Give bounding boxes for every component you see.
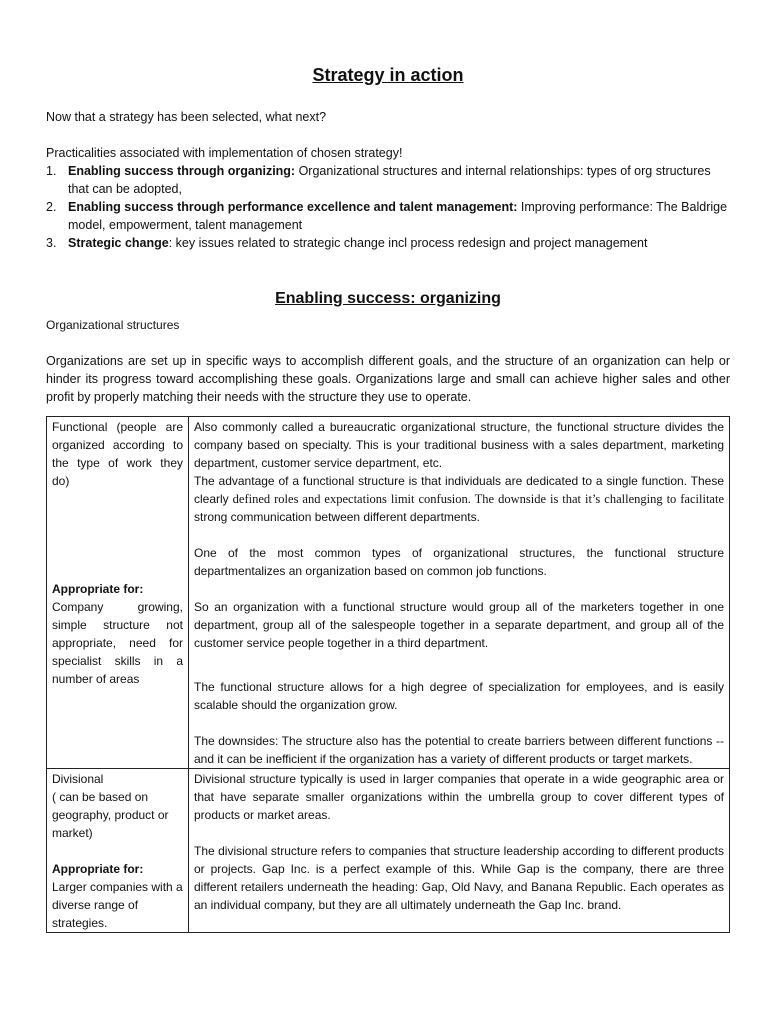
functional-label: Functional (people are organized according to the type of work they do) <box>52 420 183 488</box>
functional-para: The advantage of a functional structure is that individuals are dedicated to a single function. These clearly defined roles and expectations limit confusion. The downside is that it’s challenging to facilitate strong communication between different departments. <box>194 474 724 524</box>
section-heading: Enabling success: organizing <box>275 290 501 307</box>
list-number: 2. <box>46 200 57 214</box>
list-number: 3. <box>46 236 57 250</box>
intro-question: Now that a strategy has been selected, what next? <box>46 110 327 124</box>
section-paragraph: Organizations are set up in specific ways to accomplish different goals, and the structure of an organization can help or hinder its progress toward accomplishing these goals. Organizations large and small can achieve higher sales and other profit by properly matching their needs with the structure they use to operate. <box>46 354 730 404</box>
list-item <box>46 162 730 198</box>
divisional-appropriate-text: Larger companies with a diverse range of strategies. <box>52 880 183 930</box>
list-item <box>46 198 730 234</box>
implementation-list <box>46 162 730 252</box>
functional-para: One of the most common types of organizational structures, the functional structure departmentalizes an organization based on common job functions. <box>194 546 724 578</box>
divisional-description-cell <box>189 769 730 933</box>
divisional-label-cell <box>47 769 189 933</box>
functional-para: So an organization with a functional structure would group all of the marketers together in one department, group all of the salespeople together in a separate department, and group all of the customer service people together in a third department. <box>194 600 724 650</box>
list-item-bold: Enabling success through performance excellence and talent management: <box>68 200 518 214</box>
functional-appropriate-heading: Appropriate for: <box>52 582 144 596</box>
divisional-para: Divisional structure typically is used in larger companies that operate in a wide geographic area or that have separate smaller organizations within the umbrella group to cover different types of products or market areas. <box>194 772 724 822</box>
functional-para: Also commonly called a bureaucratic organizational structure, the functional structure divides the company based on specialty. This is your traditional business with a sales department, marketing department, customer service department, etc. <box>194 420 724 470</box>
list-item-text: Improving performance: The Baldrige model, empowerment, talent management <box>68 200 728 232</box>
functional-para: The downsides: The structure also has the potential to create barriers between different functions -- and it can be inefficient if the organization has a variety of different products or target markets. <box>194 734 724 766</box>
table-row-divisional <box>47 769 730 933</box>
list-item-text: Organizational structures and internal relationships: types of org structures that can be adopted, <box>68 164 711 196</box>
functional-label-cell <box>47 417 189 769</box>
section-subheading: Organizational structures <box>46 318 180 332</box>
functional-appropriate-text: Company growing, simple structure not appropriate, need for specialist skills in a number of areas <box>52 600 183 686</box>
divisional-label-note: ( can be based on geography, product or market) <box>52 790 169 840</box>
functional-para: The functional structure allows for a high degree of specialization for employees, and is easily scalable should the organization grow. <box>194 680 724 712</box>
page-title: Strategy in action <box>312 65 464 85</box>
intro-lead: Practicalities associated with implementation of chosen strategy! <box>46 146 403 160</box>
list-number: 1. <box>46 164 57 178</box>
table-row-functional <box>47 417 730 769</box>
list-item-bold: Strategic change <box>68 236 169 250</box>
divisional-appropriate-heading: Appropriate for: <box>52 862 144 876</box>
divisional-label: Divisional <box>52 772 104 786</box>
list-item-bold: Enabling success through organizing: <box>68 164 296 178</box>
divisional-para: The divisional structure refers to companies that structure leadership according to different products or projects. Gap Inc. is a perfect example of this. While Gap is the company, there are three different retailers underneath the heading: Gap, Old Navy, and Banana Republic. Each operates as an individual company, but they are all ultimately underneath the Gap Inc. brand. <box>194 844 724 912</box>
functional-description-cell <box>189 417 730 769</box>
list-item <box>46 234 730 252</box>
org-structure-table <box>46 416 730 933</box>
list-item-text: : key issues related to strategic change incl process redesign and project management <box>168 236 648 250</box>
